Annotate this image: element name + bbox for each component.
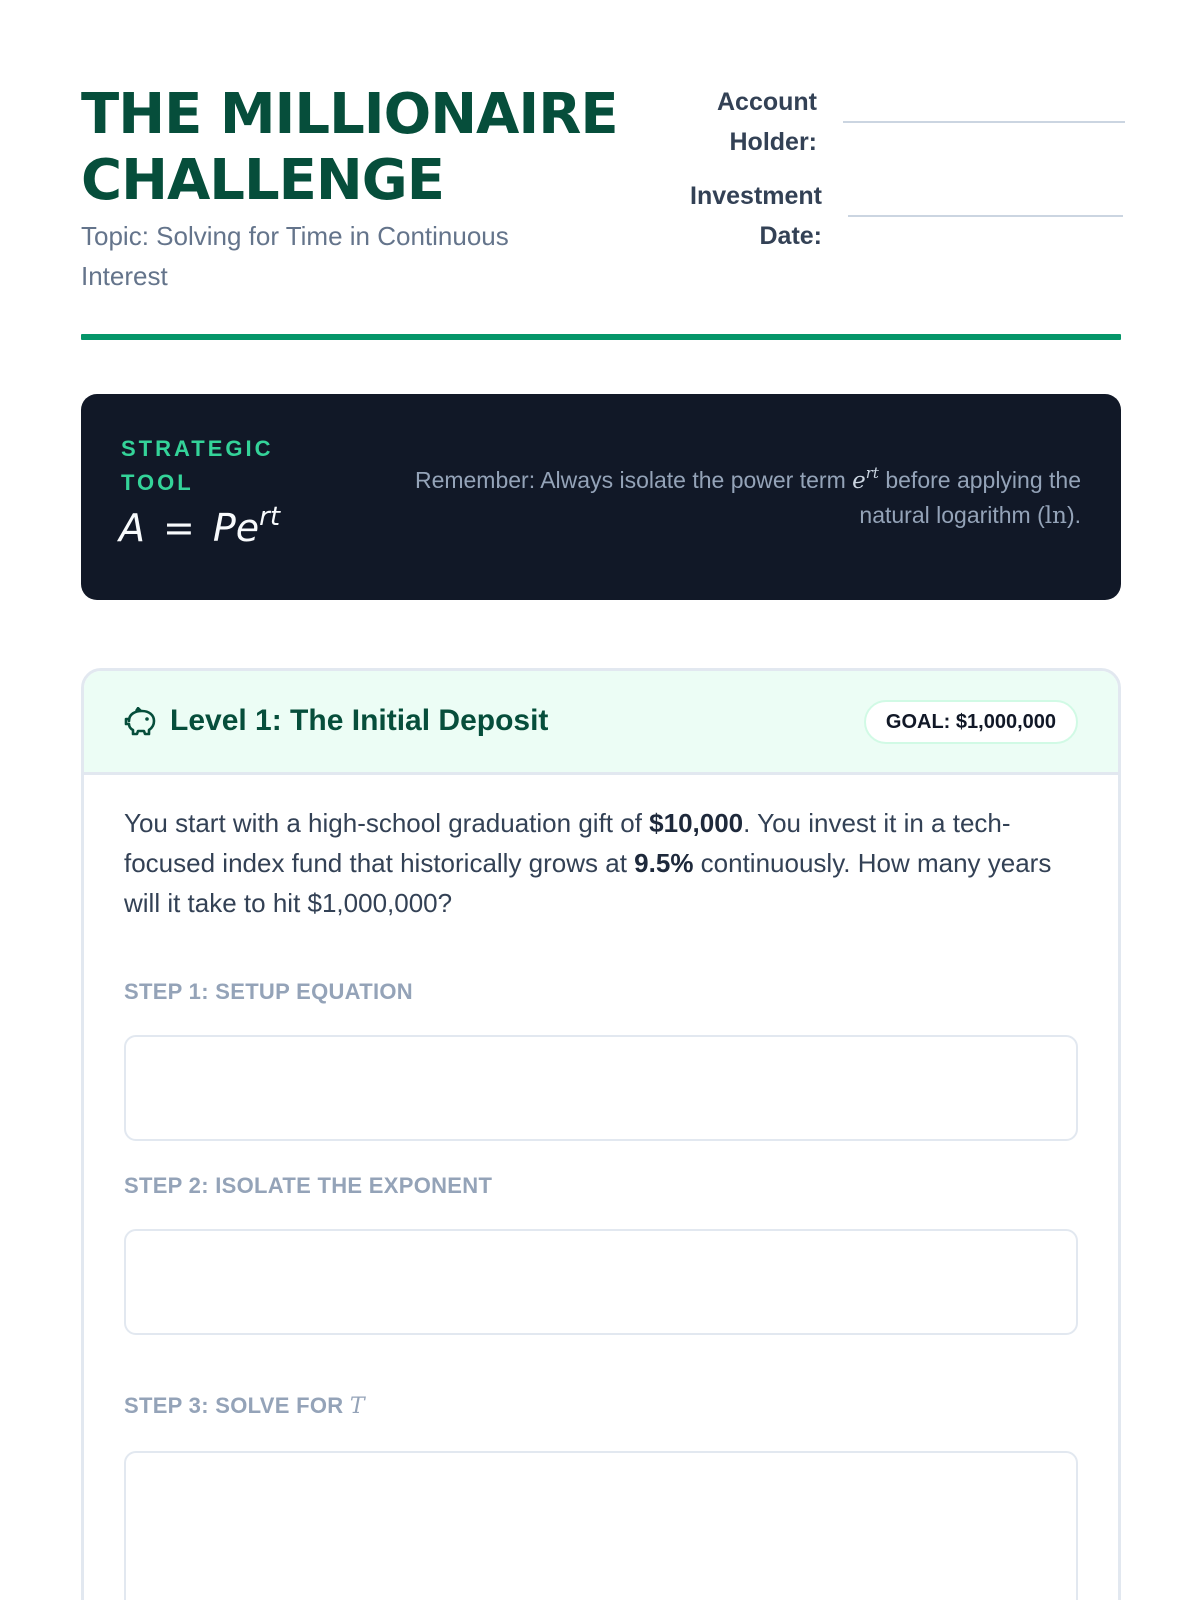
worksheet-page bbox=[81, 0, 1121, 1600]
formula-exponent: rt bbox=[259, 502, 281, 532]
problem-statement bbox=[124, 803, 1074, 923]
problem-rate: 9.5% bbox=[634, 848, 694, 878]
level-1-header bbox=[84, 671, 1118, 775]
step-2-label: STEP 2: ISOLATE THE EXPONENT bbox=[124, 1173, 493, 1198]
step-3-label-text: STEP 3: SOLVE FOR bbox=[124, 1393, 350, 1418]
investment-date-line[interactable] bbox=[848, 215, 1123, 217]
problem-text-1: You start with a high-school graduation gift of bbox=[124, 808, 650, 838]
formula-lhs: A bbox=[119, 506, 145, 550]
problem-text-3: continuously. How many years will it take to hit $1,000,000? bbox=[124, 848, 1052, 918]
investment-date-label: Investment Date: bbox=[690, 182, 822, 250]
note-math-exponent: rt bbox=[865, 464, 879, 482]
formula-equals: = bbox=[163, 506, 195, 550]
problem-amount: $10,000 bbox=[649, 808, 744, 838]
page-subtitle: Topic: Solving for Time in Continuous Interest bbox=[81, 221, 509, 291]
step-1-answer-box[interactable] bbox=[124, 1035, 1078, 1141]
account-holder-label: Account Holder: bbox=[717, 88, 817, 156]
strategic-tool-box bbox=[81, 394, 1121, 600]
page-title: THE MILLIONAIRE CHALLENGE bbox=[81, 82, 618, 213]
strategic-tool-note bbox=[341, 456, 1081, 533]
note-text-start: Remember: Always isolate the power term bbox=[414, 467, 853, 493]
level-1-card bbox=[81, 668, 1121, 1600]
strategic-tool-label: STRATEGIC TOOL bbox=[121, 436, 274, 495]
account-holder-line[interactable] bbox=[843, 121, 1125, 123]
note-text-middle: before applying the natural logarithm ( bbox=[859, 467, 1081, 528]
step-3-variable: T bbox=[349, 1394, 365, 1419]
worksheet-header bbox=[81, 0, 1121, 342]
compound-interest-formula bbox=[119, 502, 280, 550]
level-1-title: Level 1: The Initial Deposit bbox=[170, 704, 549, 737]
note-ln: ln bbox=[1044, 503, 1067, 529]
investment-date-field[interactable] bbox=[671, 176, 1123, 256]
step-2-answer-box[interactable] bbox=[124, 1229, 1078, 1335]
piggy-bank-icon bbox=[124, 707, 158, 737]
note-math-base: e bbox=[852, 468, 866, 494]
note-text-end: ). bbox=[1066, 502, 1081, 528]
problem-text-2: . You invest it in a tech-focused index fund that historically grows at bbox=[124, 808, 1011, 878]
step-3-label bbox=[124, 1391, 365, 1422]
formula-base: Pe bbox=[212, 506, 260, 550]
step-3-answer-box[interactable] bbox=[124, 1451, 1078, 1600]
step-1-label: STEP 1: SETUP EQUATION bbox=[124, 979, 413, 1004]
header-divider bbox=[81, 334, 1121, 340]
goal-badge: GOAL: $1,000,000 bbox=[864, 700, 1078, 744]
account-holder-field[interactable] bbox=[677, 82, 1125, 162]
note-math bbox=[852, 464, 879, 494]
